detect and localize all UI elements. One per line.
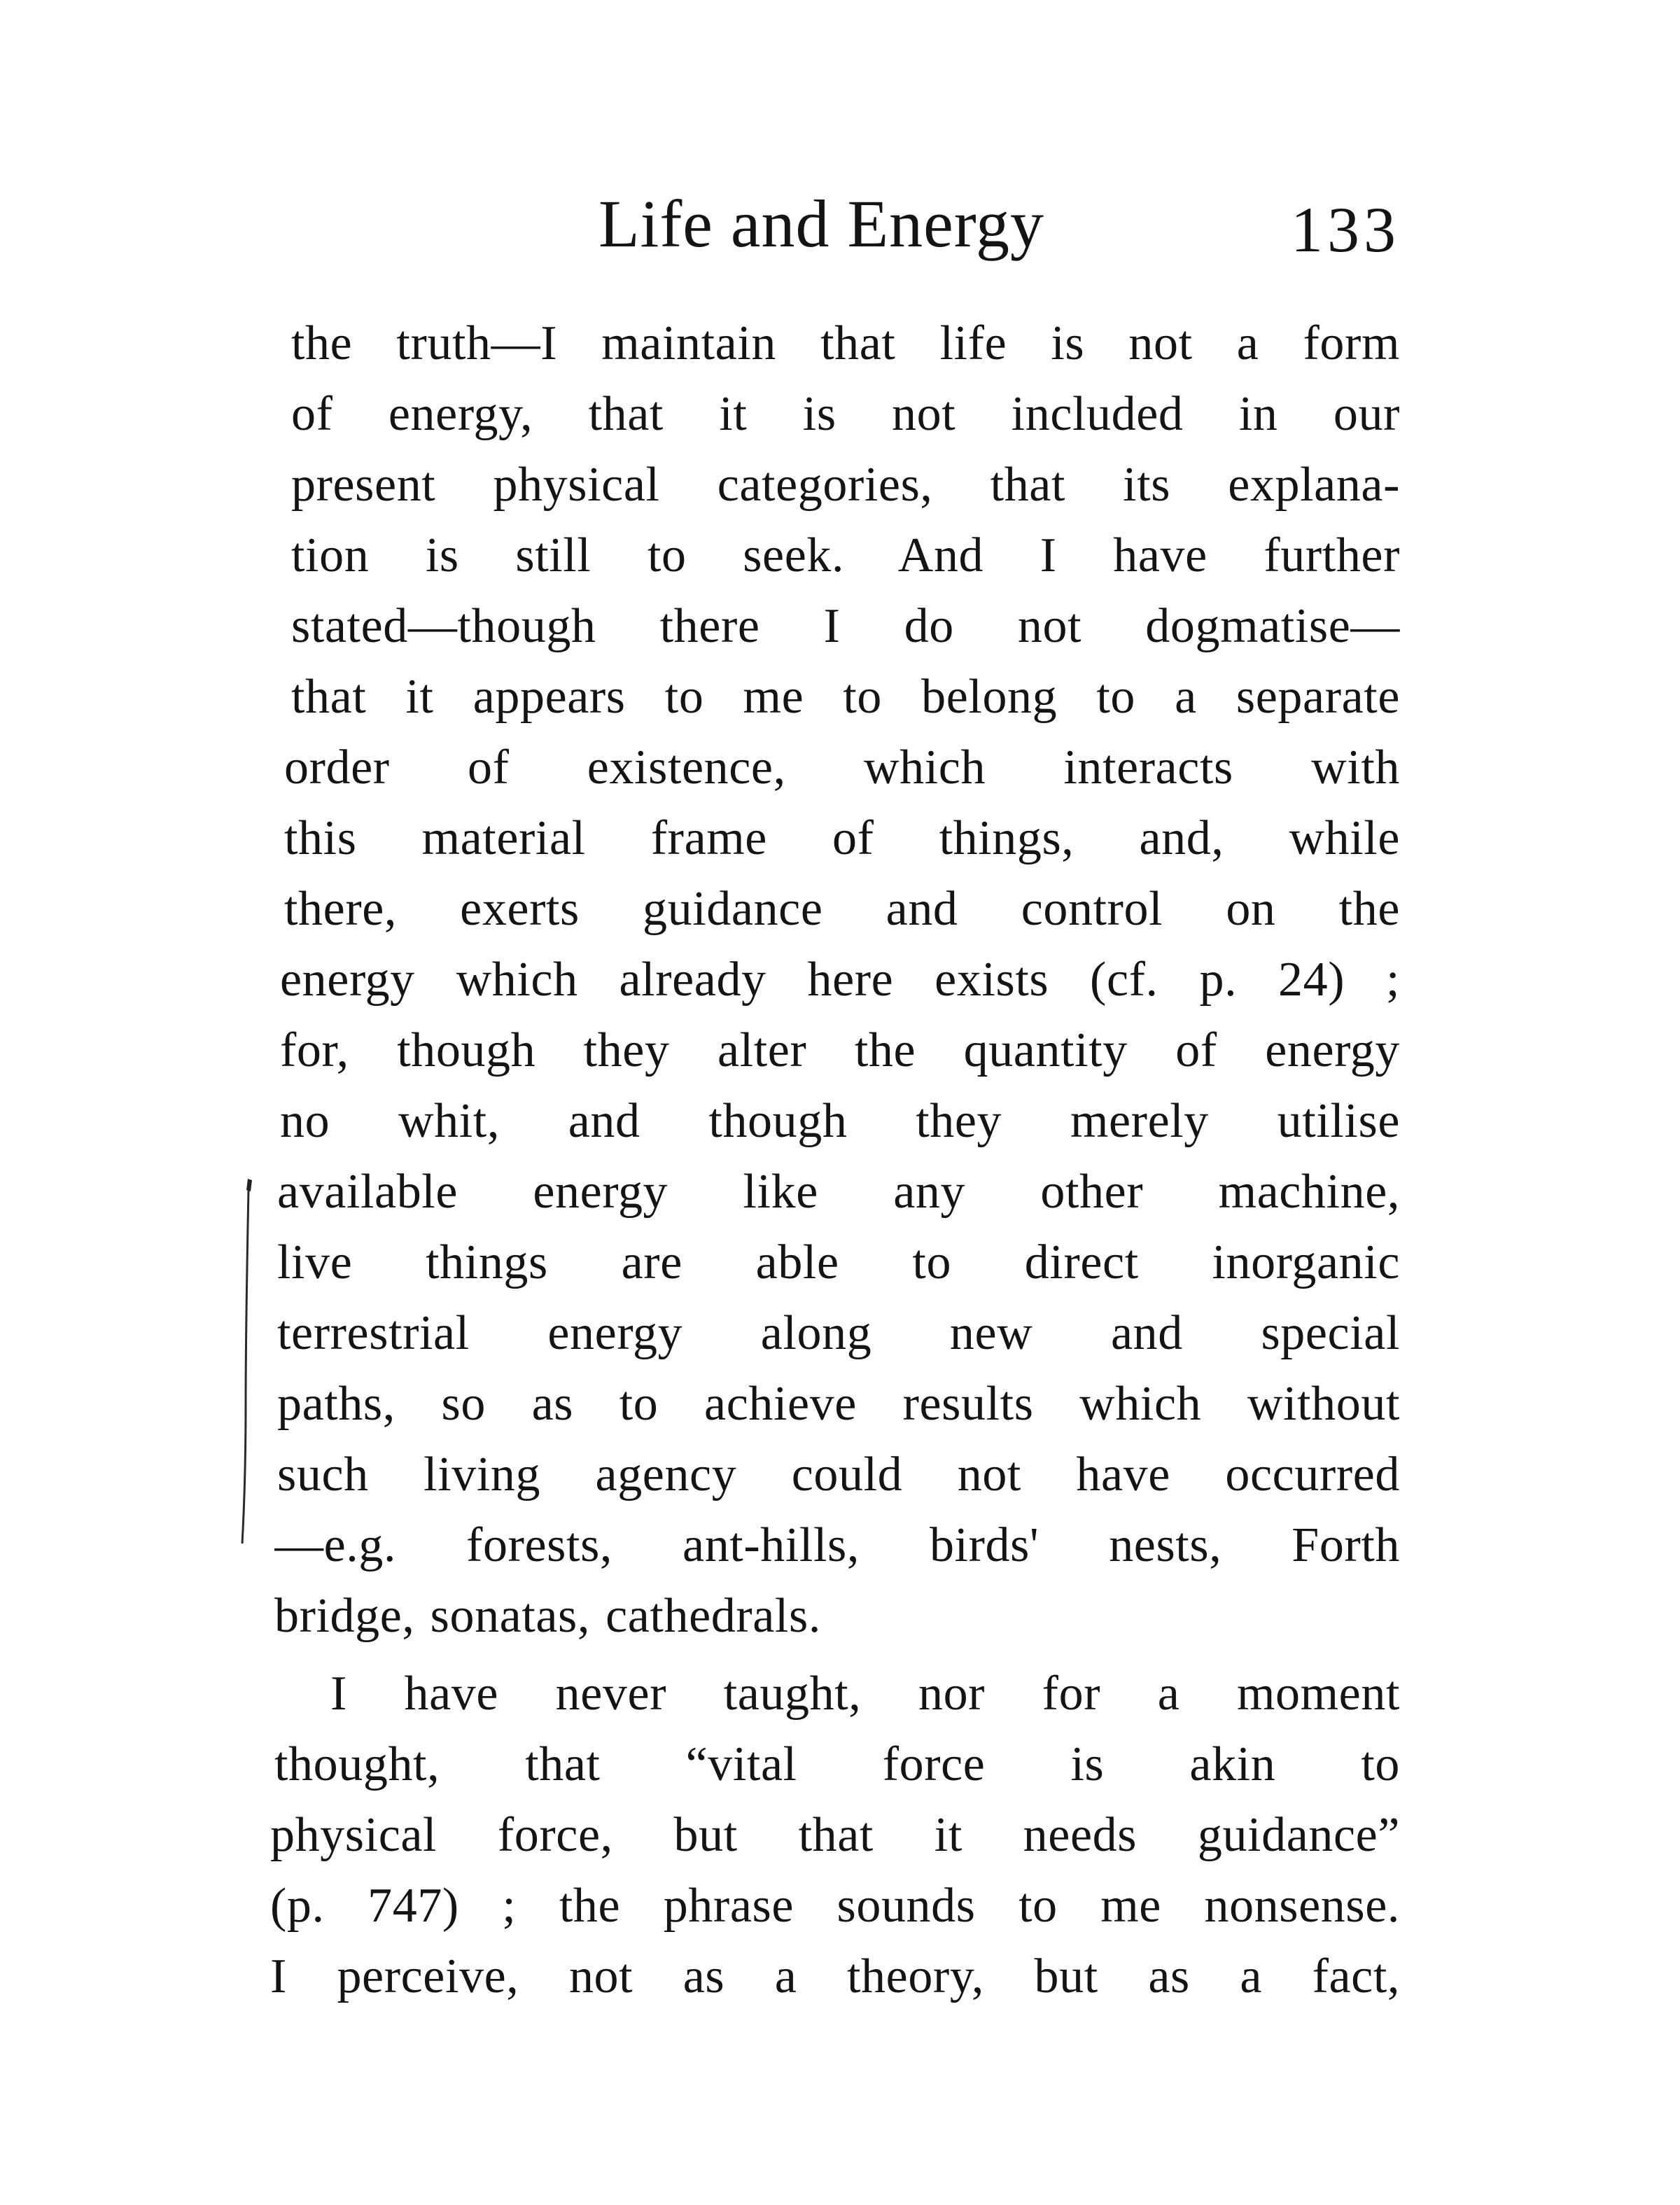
text-line: order of existence, which interacts with [284,741,1400,794]
text-line: available energy like any other machine, [277,1165,1400,1219]
text-line: stated—though there I do not dogmatise— [291,599,1400,653]
text-line: for, though they alter the quantity of energy [280,1023,1400,1077]
text-line: (p. 747) ; the phrase sounds to me nonsense. [270,1879,1400,1933]
text-line: I have never taught, nor for a moment [330,1667,1400,1721]
text-line: thought, that “vital force is akin to [274,1737,1400,1791]
text-line: no whit, and though they merely utilise [280,1094,1400,1148]
running-title: Life and Energy [598,186,1044,261]
body-text [270,308,1400,2012]
text-line: there, exerts guidance and control on the [284,882,1400,936]
text-line: paths, so as to achieve results which without [277,1377,1400,1431]
text-line: physical force, but that it needs guidance” [270,1808,1400,1862]
page-header [280,186,1400,265]
text-line: tion is still to seek. And I have further [291,528,1400,582]
text-line: live things are able to direct inorganic [277,1236,1400,1289]
text-line: I perceive, not as a theory, but as a fact, [270,1949,1400,2003]
text-line: bridge, sonatas, cathedrals. [274,1589,821,1643]
text-line: this material frame of things, and, while [284,811,1400,865]
text-line: such living agency could not have occurred [277,1448,1400,1502]
text-line: —e.g. forests, ant-hills, birds' nests, Forth [274,1518,1400,1572]
text-line: the truth—I maintain that life is not a form [291,316,1400,370]
text-line: of energy, that it is not included in our [291,387,1400,441]
text-line: energy which already here exists (cf. p. 24) ; [280,953,1400,1007]
text-line: present physical categories, that its explana- [291,458,1400,512]
page-number: 133 [1291,194,1400,265]
margin-pencil-mark-icon [237,1176,258,1547]
paragraph [274,308,1400,1651]
paragraph [270,1658,1400,2012]
text-line: terrestrial energy along new and special [277,1306,1400,1360]
text-line: that it appears to me to belong to a separate [291,670,1400,724]
